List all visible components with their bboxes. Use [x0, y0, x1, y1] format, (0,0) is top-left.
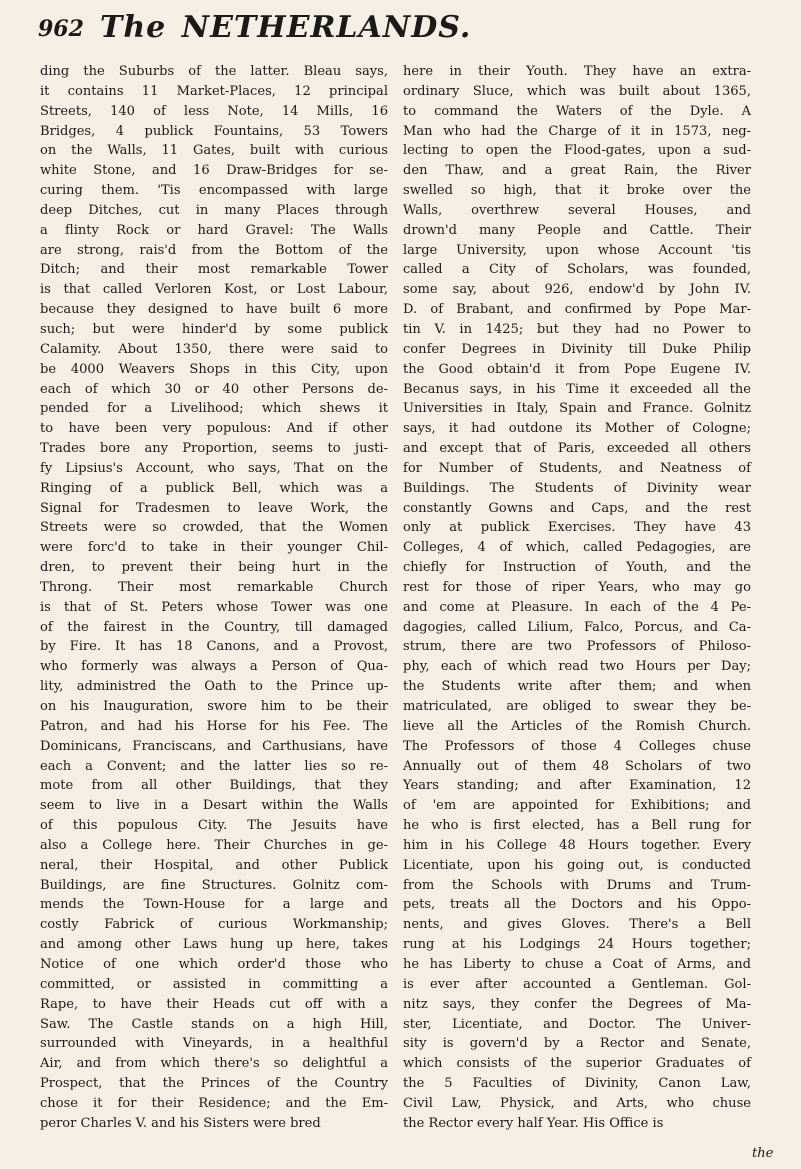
text-line: Dominicans, Franciscans, and Carthusians, have	[40, 738, 388, 754]
text-line: the 5 Faculties of Divinity, Canon Law,	[403, 1076, 751, 1092]
text-line: nents, and gives Gloves. There's a Bell	[403, 917, 751, 933]
text-line: ster, Licentiate, and Doctor. The Univer-	[403, 1016, 751, 1032]
text-line: neral, their Hospital, and other Publick	[40, 857, 388, 873]
text-line: Walls, overthrew several Houses, and	[403, 202, 751, 218]
text-line: confer Degrees in Divinity till Duke Philip	[403, 341, 751, 357]
text-line: from the Schools with Drums and Trum-	[403, 877, 751, 893]
running-title: The NETHERLANDS.	[100, 10, 472, 45]
text-line: by Fire. It has 18 Canons, and a Provost,	[40, 639, 388, 655]
text-line: Annually out of them 48 Scholars of two	[403, 758, 751, 774]
text-line: dren, to prevent their being hurt in the	[40, 560, 388, 576]
text-line: some say, about 926, endow'd by John IV.	[403, 282, 751, 298]
text-line: the Good obtain'd it from Pope Eugene IV.	[403, 361, 751, 377]
text-line: Notice of one which order'd those who	[40, 956, 388, 972]
text-line: a flinty Rock or hard Gravel: The Walls	[40, 222, 388, 238]
text-line: lity, administred the Oath to the Prince up-	[40, 679, 388, 695]
text-line: pets, treats all the Doctors and his Oppo-	[403, 897, 751, 913]
text-line: Streets, 140 of less Note, 14 Mills, 16	[40, 103, 388, 119]
text-line: each a Convent; and the latter lies so re-	[40, 758, 388, 774]
text-line: is that called Verloren Kost, or Lost Labour,	[40, 282, 388, 298]
text-line: of the fairest in the Country, till damaged	[40, 619, 388, 635]
text-line: Ringing of a publick Bell, which was a	[40, 480, 388, 496]
text-line: is that of St. Peters whose Tower was one	[40, 599, 388, 615]
text-line: pended for a Livelihood; which shews it	[40, 401, 388, 417]
text-line: because they designed to have built 6 more	[40, 302, 388, 318]
text-line: dagogies, called Lilium, Falco, Porcus, and Ca-	[403, 619, 751, 635]
text-line: tin V. in 1425; but they had no Power to	[403, 321, 751, 337]
text-line: only at publick Exercises. They have 43	[403, 520, 751, 536]
text-line: chose it for their Residence; and the Em-	[40, 1095, 388, 1111]
text-line: who formerly was always a Person of Qua-	[40, 659, 388, 675]
text-line: mends the Town-House for a large and	[40, 897, 388, 913]
page-header	[38, 10, 778, 54]
text-line: him in his College 48 Hours together. Every	[403, 837, 751, 853]
text-line: lecting to open the Flood-gates, upon a sud-	[403, 143, 751, 159]
text-line: den Thaw, and a great Rain, the River	[403, 163, 751, 179]
text-line: on the Walls, 11 Gates, built with curious	[40, 143, 388, 159]
text-line: ding the Suburbs of the latter. Bleau says,	[40, 64, 388, 79]
text-line: which consists of the superior Graduates of	[403, 1056, 751, 1072]
text-line: says, it had outdone its Mother of Cologne;	[403, 421, 751, 437]
text-line: Saw. The Castle stands on a high Hill,	[40, 1016, 388, 1032]
text-line: costly Fabrick of curious Workmanship;	[40, 917, 388, 933]
text-line: also a College here. Their Churches in ge-	[40, 837, 388, 853]
catchword: the	[752, 1146, 774, 1161]
text-line: called a City of Scholars, was founded,	[403, 262, 751, 278]
text-line: the Students write after them; and when	[403, 679, 751, 695]
text-line: rest for those of riper Years, who may go	[403, 579, 751, 595]
text-line: and come at Pleasure. In each of the 4 Pe-	[403, 599, 751, 615]
text-line: Prospect, that the Princes of the Country	[40, 1076, 388, 1092]
text-line: Ditch; and their most remarkable Tower	[40, 262, 388, 278]
text-line: Signal for Tradesmen to leave Work, the	[40, 500, 388, 516]
text-line: Universities in Italy, Spain and France. Golnitz	[403, 401, 751, 417]
text-line: lieve all the Articles of the Romish Church.	[403, 718, 751, 734]
text-line: peror Charles V. and his Sisters were bred	[40, 1115, 321, 1131]
text-line: mote from all other Buildings, that they	[40, 778, 388, 794]
text-line: nitz says, they confer the Degrees of Ma-	[403, 996, 751, 1012]
text-line: Man who had the Charge of it in 1573, neg-	[403, 123, 751, 139]
text-line: Patron, and had his Horse for his Fee. The	[40, 718, 388, 734]
text-line: D. of Brabant, and confirmed by Pope Mar-	[403, 302, 751, 318]
text-line: matriculated, are obliged to swear they be-	[403, 699, 751, 714]
text-line: Civil Law, Physick, and Arts, who chuse	[403, 1095, 751, 1111]
text-line: he has Liberty to chuse a Coat of Arms, and	[403, 956, 751, 972]
text-line: large University, upon whose Account 'tis	[403, 242, 751, 258]
text-line: on his Inauguration, swore him to be their	[40, 699, 388, 714]
text-line: committed, or assisted in committing a	[40, 976, 388, 992]
text-line: to have been very populous: And if other	[40, 421, 388, 437]
text-line: to command the Waters of the Dyle. A	[403, 103, 751, 119]
text-line: the Rector every half Year. His Office is	[403, 1115, 664, 1131]
text-line: he who is first elected, has a Bell rung for	[403, 818, 751, 834]
text-line: curing them. 'Tis encompassed with large	[40, 183, 388, 199]
text-line: seem to live in a Desart within the Walls	[40, 798, 388, 814]
text-line: swelled so high, that it broke over the	[403, 183, 751, 199]
text-line: is ever after accounted a Gentleman. Gol-	[403, 976, 751, 992]
text-line: deep Ditches, cut in many Places through	[40, 202, 388, 218]
text-line: are strong, rais'd from the Bottom of the	[40, 242, 388, 258]
text-line: strum, there are two Professors of Philoso-	[403, 639, 751, 655]
text-line: Buildings. The Students of Divinity wear	[403, 480, 751, 496]
text-line: Rape, to have their Heads cut off with a	[40, 996, 388, 1012]
text-line: each of which 30 or 40 other Persons de-	[40, 381, 388, 397]
text-line: Streets were so crowded, that the Women	[40, 520, 388, 536]
text-line: Colleges, 4 of which, called Pedagogies, are	[403, 540, 751, 556]
text-line: rung at his Lodgings 24 Hours together;	[403, 937, 751, 953]
text-line: chiefly for Instruction of Youth, and the	[403, 560, 751, 576]
text-line: it contains 11 Market-Places, 12 principal	[40, 83, 388, 99]
text-line: of this populous City. The Jesuits have	[40, 818, 388, 834]
text-line: and among other Laws hung up here, takes	[40, 937, 388, 953]
text-line: The Professors of those 4 Colleges chuse	[403, 738, 751, 754]
text-line: constantly Gowns and Caps, and the rest	[403, 500, 751, 516]
text-line: ordinary Sluce, which was built about 1365,	[403, 83, 751, 99]
text-line: white Stone, and 16 Draw-Bridges for se-	[40, 163, 388, 179]
text-line: be 4000 Weavers Shops in this City, upon	[40, 361, 388, 377]
left-column	[40, 62, 388, 1134]
text-line: for Number of Students, and Neatness of	[403, 460, 751, 476]
text-line: drown'd many People and Cattle. Their	[403, 222, 751, 238]
text-line: of 'em are appointed for Exhibitions; and	[403, 798, 751, 814]
text-line: Becanus says, in his Time it exceeded all the	[403, 381, 751, 397]
text-line: Years standing; and after Examination, 12	[403, 778, 751, 794]
text-line: Licentiate, upon his going out, is conducted	[403, 857, 751, 873]
text-line: sity is govern'd by a Rector and Senate,	[403, 1036, 751, 1052]
text-line: fy Lipsius's Account, who says, That on the	[40, 460, 388, 476]
text-line: Trades bore any Proportion, seems to justi-	[40, 441, 388, 457]
text-line: and except that of Paris, exceeded all others	[403, 441, 751, 457]
text-line: phy, each of which read two Hours per Day;	[403, 659, 751, 675]
text-line: here in their Youth. They have an extra-	[403, 64, 751, 79]
text-line: surrounded with Vineyards, in a healthful	[40, 1036, 388, 1052]
text-line: Throng. Their most remarkable Church	[40, 579, 388, 595]
text-line: were forc'd to take in their younger Chil-	[40, 540, 388, 556]
page-number: 962	[38, 16, 84, 42]
text-line: Bridges, 4 publick Fountains, 53 Towers	[40, 123, 388, 139]
text-line: Air, and from which there's so delightful a	[40, 1056, 388, 1072]
text-line: such; but were hinder'd by some publick	[40, 321, 388, 337]
text-line: Calamity. About 1350, there were said to	[40, 341, 388, 357]
text-line: Buildings, are fine Structures. Golnitz com-	[40, 877, 388, 893]
right-column	[403, 62, 751, 1134]
